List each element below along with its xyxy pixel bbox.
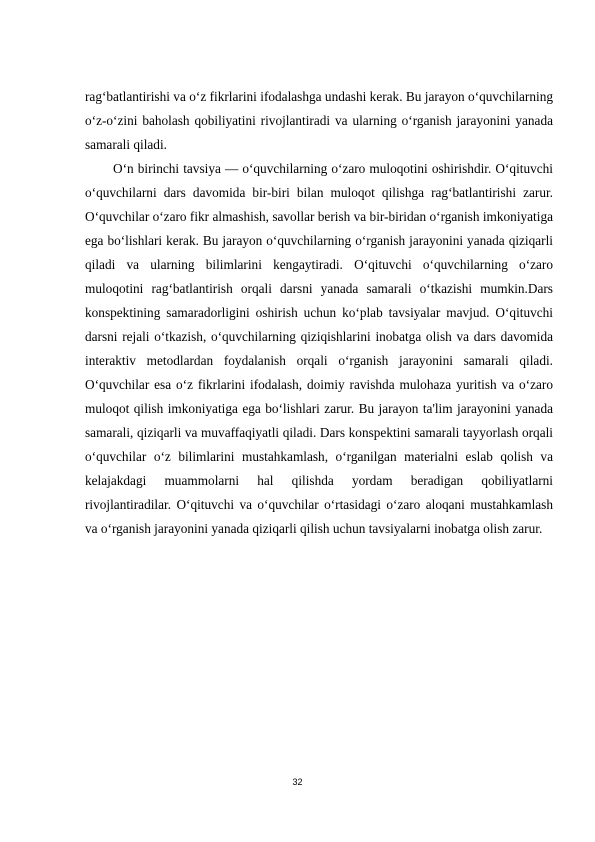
- body-text: [85, 85, 553, 541]
- paragraph-continuation: rag‘batlantirishi va o‘z fikrlarini ifodalashga undashi kerak. Bu jarayon o‘quvchilarning o‘z-o‘zini baholash qobiliyatini rivojlantiradi va ularning o‘rganish jarayonini yanada samarali qiladi.: [85, 89, 553, 152]
- page-number: 32: [292, 777, 303, 787]
- paragraph-recommendation-eleven: O‘n birinchi tavsiya — o‘quvchilarning o‘zaro muloqotini oshirishdir. O‘qituvchi o‘quvchilarni dars davomida bir-biri bilan muloqot qilishga rag‘batlantirishi zarur. O‘quvchilar o‘zaro fikr almashish, savollar berish va bir-biridan o‘rganish imkoniyatiga ega bo‘lishlari kerak. Bu jarayon o‘quvchilarning o‘rganish jarayonini yanada qiziqarli qiladi va ularning bilimlarini kengaytiradi. O‘qituvchi o‘quvchilarning o‘zaro muloqotini rag‘batlantirish orqali darsni yanada samarali o‘tkazishi mumkin.Dars konspektining samaradorligini oshirish uchun ko‘plab tavsiyalar mavjud. O‘qituvchi darsni rejali o‘tkazish, o‘quvchilarning qiziqishlarini inobatga olish va dars davomida interaktiv metodlardan foydalanish orqali o‘rganish jarayonini samarali qiladi. O‘quvchilar esa o‘z fikrlarini ifodalash, doimiy ravishda mulohaza yuritish va o‘zaro muloqot qilish imkoniyatiga ega bo‘lishlari zarur. Bu jarayon ta'lim jarayonini yanada samarali, qiziqarli va muvaffaqiyatli qiladi. Dars konspektini samarali tayyorlash orqali o‘quvchilar o‘z bilimlarini mustahkamlash, o‘rganilgan materialni eslab qolish va kelajakdagi muammolarni hal qilishda yordam beradigan qobiliyatlarni rivojlantiradilar. O‘qituvchi va o‘quvchilar o‘rtasidagi o‘zaro aloqani mustahkamlash va o‘rganish jarayonini yanada qiziqarli qilish uchun tavsiyalarni inobatga olish zarur.: [85, 161, 553, 536]
